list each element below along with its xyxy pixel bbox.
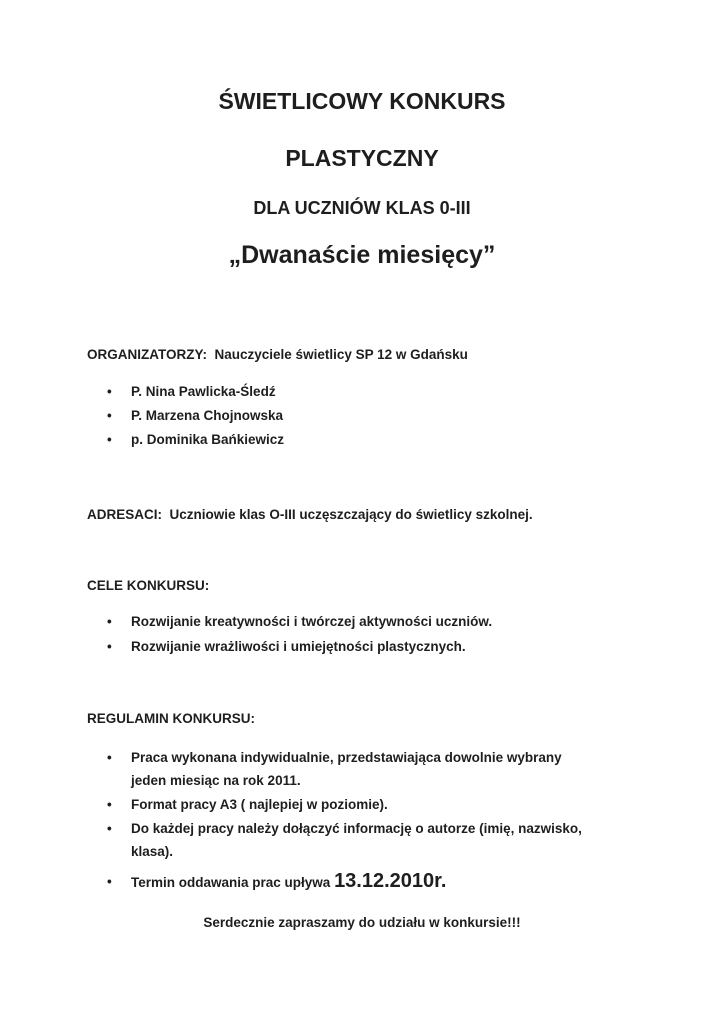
- bullet-icon: •: [107, 821, 112, 836]
- title-line-3: DLA UCZNIÓW KLAS 0-III: [253, 198, 471, 218]
- rules-list: [107, 746, 582, 895]
- bullet-icon: •: [107, 432, 112, 447]
- bullet-icon: •: [107, 797, 112, 812]
- list-item: [107, 870, 582, 894]
- bullet-icon: •: [107, 874, 112, 889]
- list-item: • P. Nina Pawlicka-Śledź: [107, 382, 284, 406]
- title-line-1: ŚWIETLICOWY KONKURS: [218, 88, 506, 114]
- list-item: • Rozwijanie kreatywności i twórczej aktywności uczniów.: [107, 612, 492, 637]
- contest-theme: „Dwanaście miesięcy”: [228, 241, 496, 269]
- goals-heading: CELE KONKURSU:: [87, 578, 210, 593]
- list-item: • Format pracy A3 ( najlepiej w poziomie).: [107, 793, 582, 816]
- addressees-text: Uczniowie klas O-III uczęszczający do świetlicy szkolnej.: [169, 507, 533, 522]
- organizers-text: Nauczyciele świetlicy SP 12 w Gdańsku: [214, 347, 468, 362]
- title-line-2: PLASTYCZNY: [285, 145, 439, 171]
- list-item: • p. Dominika Bańkiewicz: [107, 430, 284, 454]
- bullet-icon: •: [107, 639, 112, 654]
- bullet-icon: •: [107, 614, 112, 629]
- list-item: • Rozwijanie wrażliwości i umiejętności plastycznych.: [107, 637, 492, 662]
- list-item: • Praca wykonana indywidualnie, przedstawiająca dowolnie wybrany jeden miesiąc na rok 2011.: [107, 746, 582, 792]
- organizers-line: [87, 347, 468, 362]
- addressees-line: [87, 507, 533, 522]
- closing-invitation: Serdecznie zapraszamy do udziału w konkursie!!!: [203, 915, 521, 930]
- goals-list: [107, 612, 492, 662]
- bullet-icon: •: [107, 408, 112, 423]
- bullet-icon: •: [107, 750, 112, 765]
- organizers-list: [107, 382, 284, 454]
- deadline-text: Termin oddawania prac upływa: [131, 875, 331, 890]
- deadline-date: 13.12.2010r.: [334, 870, 447, 892]
- list-item: • Do każdej pracy należy dołączyć informację o autorze (imię, nazwisko, klasa).: [107, 817, 582, 863]
- organizers-label: ORGANIZATORZY:: [87, 347, 207, 362]
- bullet-icon: •: [107, 384, 112, 399]
- list-item: • P. Marzena Chojnowska: [107, 406, 284, 430]
- addressees-label: ADRESACI:: [87, 507, 163, 522]
- rules-heading: REGULAMIN KONKURSU:: [87, 711, 255, 726]
